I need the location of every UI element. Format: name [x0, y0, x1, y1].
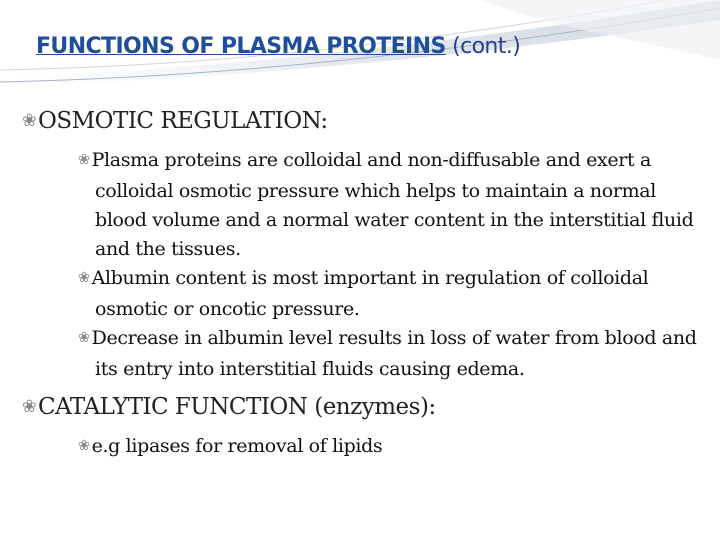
bullet-icon: ❀ — [22, 397, 36, 417]
section-osmotic-items — [78, 146, 698, 384]
bullet-icon: ❀ — [78, 330, 90, 346]
list-item-text: e.g lipases for removal of lipids — [91, 435, 383, 457]
bullet-icon: ❀ — [78, 152, 90, 168]
list-item — [78, 432, 698, 463]
section-catalytic-items — [78, 432, 698, 463]
section-heading-text: CATALYTIC FUNCTION (enzymes): — [37, 394, 436, 420]
section-heading-catalytic — [22, 394, 436, 420]
slide-title-cont: (cont.) — [452, 34, 521, 59]
bullet-icon: ❀ — [78, 270, 90, 286]
list-item — [78, 264, 698, 324]
list-item-text: Albumin content is most important in regulation of colloidal osmotic or oncotic pressure. — [91, 267, 649, 320]
section-heading-osmotic — [22, 108, 328, 134]
list-item-text: Decrease in albumin level results in loss of water from blood and its entry into interstitial fluids causing edema. — [91, 327, 697, 380]
list-item — [78, 324, 698, 384]
list-item — [78, 146, 698, 264]
list-item-text: Plasma proteins are colloidal and non-diffusable and exert a colloidal osmotic pressure which helps to maintain a normal blood volume and a normal water content in the interstitial fluid and the tissues. — [91, 149, 694, 260]
bullet-icon: ❀ — [78, 438, 90, 454]
bullet-icon: ❀ — [22, 111, 36, 131]
slide-title — [36, 34, 520, 59]
slide-title-main: FUNCTIONS OF PLASMA PROTEINS — [36, 34, 446, 59]
section-heading-text: OSMOTIC REGULATION: — [37, 108, 328, 134]
